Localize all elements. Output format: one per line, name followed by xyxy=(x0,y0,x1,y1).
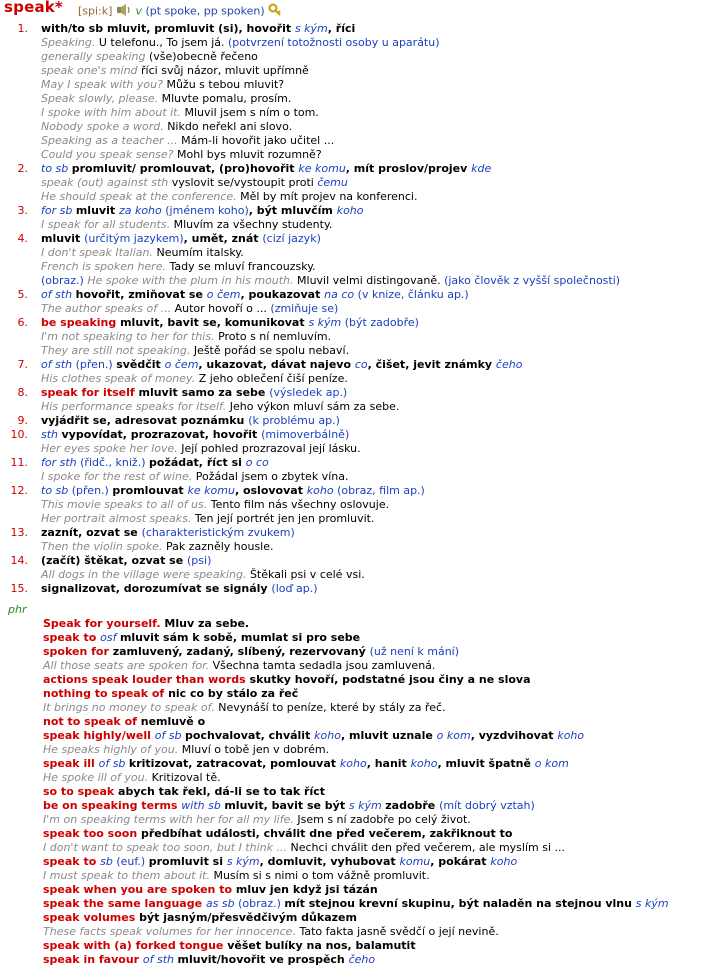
sense-example xyxy=(41,92,291,106)
translation-text: (vše)obecně řečeno xyxy=(148,50,258,63)
definition-text: s kým xyxy=(226,855,260,868)
sense-example xyxy=(41,498,389,512)
definition-text: koho xyxy=(557,729,585,742)
example-text: Nobody spoke a word. xyxy=(41,120,168,133)
definition-text: speak for itself xyxy=(41,386,139,399)
definition-text: mít stejnou krevní skupinu, být naladěn na stejnou vlnu xyxy=(284,897,636,910)
definition-text: (psi) xyxy=(187,554,212,567)
definition-text: hovořit, zmiňovat se xyxy=(75,288,207,301)
translation-text: Nevynáší to peníze, které by stály za řeč. xyxy=(218,701,446,714)
definition-text: speak in favour xyxy=(43,953,143,966)
definition-text: of sb xyxy=(98,757,129,770)
definition-text: of sth xyxy=(41,288,76,301)
definition-text: svědčit xyxy=(116,358,165,371)
definition-text: (přen.) xyxy=(71,484,113,497)
example-text: I don't want to speak too soon, but I think ... xyxy=(43,841,291,854)
part-of-speech: v xyxy=(135,4,142,18)
sense-number: 15. xyxy=(10,582,28,595)
sense-number: 2. xyxy=(17,162,28,175)
definition-text: ke komu xyxy=(187,484,235,497)
sense-example xyxy=(41,36,440,50)
sense-definition xyxy=(41,414,340,428)
translation-text: Můžu s tebou mluvit? xyxy=(166,78,285,91)
definition-text: (loď ap.) xyxy=(271,582,318,595)
sense-number: 13. xyxy=(10,526,28,539)
phrase-line xyxy=(43,659,435,673)
definition-text: (mít dobrý vztah) xyxy=(439,799,535,812)
translation-text: Její pohled prozrazoval její lásku. xyxy=(181,442,361,455)
definition-text: mluvit xyxy=(41,232,85,245)
definition-text: mluvit, bavit se, komunikovat xyxy=(120,316,309,329)
definition-text: mluvit sám k sobě, mumlat si pro sebe xyxy=(119,631,361,644)
definition-text: of sth xyxy=(41,358,76,371)
phrase-line xyxy=(43,827,512,841)
definition-text: , poukazovat xyxy=(240,288,325,301)
translation-text: Ten její portrét jen jen promluvit. xyxy=(194,512,375,525)
definition-text: of sb xyxy=(154,729,186,742)
sense-example xyxy=(41,190,417,204)
example-text: Speak slowly, please. xyxy=(41,92,162,105)
example-text: Could you speak sense? xyxy=(41,148,178,161)
definition-text: of sth xyxy=(142,953,178,966)
definition-text: not to speak of xyxy=(43,715,141,728)
definition-text: (být zadobře) xyxy=(344,316,419,329)
sense-number: 3. xyxy=(17,204,28,217)
phrase-line xyxy=(43,841,565,855)
definition-text: for sb xyxy=(41,204,76,217)
definition-text: (obraz.) xyxy=(41,274,88,287)
definition-text: skutky hovoří, podstatné jsou činy a ne slova xyxy=(249,673,531,686)
example-text: He should speak at the conference. xyxy=(41,190,241,203)
definition-text: komu xyxy=(399,855,431,868)
sense-number: 8. xyxy=(17,386,28,399)
sense-example xyxy=(41,134,334,148)
definition-text: o kom xyxy=(534,757,569,770)
definition-text: , umět, znát xyxy=(183,232,263,245)
sense-definition xyxy=(41,204,364,218)
definition-text: spoken for xyxy=(43,645,113,658)
definition-text: speak highly/well xyxy=(43,729,155,742)
phrase-line xyxy=(43,617,249,631)
definition-text: , být mluvčím xyxy=(248,204,337,217)
definition-text: koho xyxy=(410,757,438,770)
definition-text: , hanit xyxy=(366,757,411,770)
phrase-line xyxy=(43,743,329,757)
example-text: I spoke with him about it. xyxy=(41,106,185,119)
sense-example xyxy=(41,106,319,120)
definition-text: (řidč., kniž.) xyxy=(80,456,149,469)
definition-text: , vyzdvihovat xyxy=(470,729,558,742)
translation-text: Neumím italsky. xyxy=(156,246,244,259)
phrase-line xyxy=(43,925,499,939)
translation-text: Mluvil jsem s ním o tom. xyxy=(184,106,319,119)
sense-example xyxy=(41,344,349,358)
sense-number: 5. xyxy=(17,288,28,301)
phrases-label: phr xyxy=(8,603,27,616)
definition-text: speak too soon xyxy=(43,827,141,840)
definition-text: (euf.) xyxy=(116,855,149,868)
translation-text: Mluvte pomalu, prosím. xyxy=(161,92,292,105)
translation-text: Tato fakta jasně svědčí o její nevině. xyxy=(299,925,499,938)
sense-example xyxy=(41,64,309,78)
example-text: These facts speak volumes for her innocence. xyxy=(43,925,300,938)
translation-text: Jeho výkon mluví sám za sebe. xyxy=(229,400,400,413)
definition-text: so to speak xyxy=(43,785,119,798)
definition-text: koho xyxy=(339,757,367,770)
sense-example xyxy=(41,330,331,344)
sense-example xyxy=(41,400,399,414)
definition-text: zaznít, ozvat se xyxy=(41,526,142,539)
definition-text: s kým xyxy=(294,22,328,35)
example-text: The author speaks of ... xyxy=(41,302,175,315)
sense-example xyxy=(41,568,365,582)
definition-text: za koho xyxy=(118,204,166,217)
translation-text: vyslovit se/vystoupit proti xyxy=(171,176,318,189)
sense-number: 6. xyxy=(17,316,28,329)
definition-text: (jménem koho) xyxy=(165,204,249,217)
sense-definition xyxy=(41,232,321,246)
translation-text: Tady se mluví francouzsky. xyxy=(169,260,316,273)
example-text: May I speak with you? xyxy=(41,78,167,91)
translation-text: Mám-li hovořit jako učitel ... xyxy=(181,134,335,147)
definition-text: mluvit samo za sebe xyxy=(138,386,270,399)
translation-text: Mluvil velmi distingovaně. xyxy=(297,274,445,287)
sense-definition xyxy=(41,456,269,470)
definition-text: , ukazovat, dávat najevo xyxy=(198,358,355,371)
verb-forms: (pt spoke, pp spoken) xyxy=(145,4,265,18)
definition-text: koho xyxy=(306,484,338,497)
definition-text: pochvalovat, chválit xyxy=(185,729,315,742)
sense-definition xyxy=(41,428,349,442)
definition-text: o čem xyxy=(164,358,199,371)
translation-text: říci svůj názor, mluvit upřímně xyxy=(141,64,309,77)
definition-text: (mimoverbálně) xyxy=(261,428,350,441)
definition-text: (přen.) xyxy=(75,358,117,371)
example-text: I'm not speaking to her for this. xyxy=(41,330,219,343)
definition-text: čemu xyxy=(317,176,348,189)
definition-text: (zmiňuje se) xyxy=(270,302,339,315)
definition-text: o čem xyxy=(206,288,241,301)
sense-example xyxy=(41,302,338,316)
phrase-line xyxy=(43,799,535,813)
example-text: He spoke with the plum in his mouth. xyxy=(87,274,298,287)
definition-text: promluvit/ promlouvat, (pro)hovořit xyxy=(71,162,299,175)
phrase-line xyxy=(43,953,375,967)
sense-definition xyxy=(41,162,491,176)
definition-text: nothing to speak of xyxy=(43,687,169,700)
example-text: I don't speak Italian. xyxy=(41,246,157,259)
definition-text: vypovídat, prozrazovat, hovořit xyxy=(61,428,262,441)
definition-text: promlouvat xyxy=(112,484,188,497)
definition-text: zamluvený, zadaný, slíbený, rezervovaný xyxy=(112,645,370,658)
definition-text: s kým xyxy=(308,316,345,329)
definition-text: for sth xyxy=(41,456,81,469)
phrase-line xyxy=(43,631,360,645)
translation-text: Požádal jsem o zbytek vína. xyxy=(195,470,349,483)
sense-example xyxy=(41,176,348,190)
key-icon[interactable] xyxy=(268,3,282,20)
definition-text: osf xyxy=(100,631,120,644)
definition-text: kde xyxy=(471,162,492,175)
phrase-line xyxy=(43,701,446,715)
definition-text: , mluvit špatně xyxy=(437,757,535,770)
sense-number: 10. xyxy=(10,428,28,441)
definition-text: be speaking xyxy=(41,316,121,329)
sense-example xyxy=(41,148,322,162)
entry-header xyxy=(78,3,282,20)
phrase-line xyxy=(43,729,584,743)
definition-text: čeho xyxy=(495,358,523,371)
definition-text: , oslovovat xyxy=(234,484,307,497)
definition-text: as sb xyxy=(205,897,239,910)
definition-text: actions speak louder than words xyxy=(43,673,250,686)
example-text: Her eyes spoke her love. xyxy=(41,442,182,455)
definition-text: (už není k mání) xyxy=(369,645,460,658)
phrase-line xyxy=(43,715,205,729)
definition-text: koho xyxy=(336,204,364,217)
definition-text: (určitým jazykem) xyxy=(84,232,184,245)
phrase-line xyxy=(43,869,430,883)
example-text: All those seats are spoken for. xyxy=(43,659,213,672)
translation-text: Kritizoval tě. xyxy=(151,771,221,784)
sense-definition xyxy=(41,484,425,498)
phrase-line xyxy=(43,771,221,785)
definition-text: speak ill xyxy=(43,757,99,770)
sense-example xyxy=(41,78,284,92)
definition-text: ke komu xyxy=(298,162,346,175)
translation-text: Nikdo neřekl ani slovo. xyxy=(167,120,293,133)
sense-example xyxy=(41,260,316,274)
definition-text: Mluv za sebe. xyxy=(164,617,250,630)
example-text: French is spoken here. xyxy=(41,260,170,273)
definition-text: promluvit si xyxy=(148,855,227,868)
definition-text: čeho xyxy=(348,953,376,966)
sense-number: 11. xyxy=(10,456,28,469)
sense-example xyxy=(41,274,620,288)
definition-text: zadobře xyxy=(385,799,440,812)
definition-text: (obraz, film ap.) xyxy=(337,484,425,497)
definition-text: (výsledek ap.) xyxy=(269,386,348,399)
example-text: They are still not speaking. xyxy=(41,344,194,357)
translation-text: Mluví o tobě jen v dobrém. xyxy=(181,743,330,756)
definition-text: (potvrzení totožnosti osoby u aparátu) xyxy=(227,36,440,49)
definition-text: být jasným/přesvědčivým důkazem xyxy=(139,911,357,924)
translation-text: Všechna tamta sedadla jsou zamluvená. xyxy=(212,659,436,672)
definition-text: na co xyxy=(324,288,358,301)
definition-text: mluvit, promluvit (si), hovořit xyxy=(106,22,295,35)
example-text: This movie speaks to all of us. xyxy=(41,498,211,511)
definition-text: to sb xyxy=(41,162,72,175)
sense-definition xyxy=(41,526,295,540)
definition-text: speak with (a) forked tongue xyxy=(43,939,228,952)
sense-number: 9. xyxy=(17,414,28,427)
definition-text: , domluvit, vyhubovat xyxy=(259,855,400,868)
definition-text: co xyxy=(354,358,368,371)
sense-definition xyxy=(41,386,347,400)
sense-number: 1. xyxy=(17,22,28,35)
definition-text: sth xyxy=(41,428,62,441)
definition-text: sb xyxy=(100,855,117,868)
definition-text: (obraz.) xyxy=(238,897,285,910)
translation-text: Tento film nás všechny oslovuje. xyxy=(210,498,390,511)
definition-text: o co xyxy=(245,456,269,469)
pronunciation: [spi:k] xyxy=(78,4,113,18)
example-text: All dogs in the village were speaking. xyxy=(41,568,250,581)
definition-text: abych tak řekl, dá-li se to tak říct xyxy=(118,785,326,798)
phrase-line xyxy=(43,939,416,953)
definition-text: (začít) štěkat, ozvat se xyxy=(41,554,188,567)
translation-text: Pak zazněly housle. xyxy=(165,540,274,553)
example-text: speak one's mind xyxy=(41,64,142,77)
example-text: I'm on speaking terms with her for all my life. xyxy=(43,813,298,826)
sense-definition xyxy=(41,22,355,36)
translation-text: Mluvím za všechny studenty. xyxy=(173,218,333,231)
sense-number: 7. xyxy=(17,358,28,371)
definition-text: koho xyxy=(314,729,341,742)
example-text: Speaking as a teacher ... xyxy=(41,134,182,147)
definition-text: with/to sb xyxy=(41,22,107,35)
definition-text: , čišet, jevit známky xyxy=(367,358,496,371)
sense-example xyxy=(41,218,332,232)
definition-text: s kým xyxy=(635,897,669,910)
definition-text: nemluvě o xyxy=(140,715,206,728)
example-text: Speaking. xyxy=(41,36,99,49)
definition-text: kritizovat, zatracovat, pomlouvat xyxy=(128,757,340,770)
definition-text: (charakteristickým zvukem) xyxy=(141,526,295,539)
phrase-line xyxy=(43,883,378,897)
definition-text: požádat, říct si xyxy=(149,456,246,469)
definition-text: Speak for yourself. xyxy=(43,617,165,630)
phrase-line xyxy=(43,645,459,659)
example-text: I spoke for the rest of wine. xyxy=(41,470,196,483)
example-text: generally speaking xyxy=(41,50,149,63)
translation-text: Z jeho oblečení čiší peníze. xyxy=(198,372,348,385)
speaker-icon[interactable] xyxy=(116,3,132,20)
definition-text: speak to xyxy=(43,855,101,868)
definition-text: to sb xyxy=(41,484,72,497)
phrase-line xyxy=(43,855,517,869)
definition-text: speak when you are spoken to xyxy=(43,883,236,896)
translation-text: Štěkali psi v celé vsi. xyxy=(249,568,365,581)
phrase-line xyxy=(43,911,357,925)
definition-text: signalizovat, dorozumívat se signály xyxy=(41,582,272,595)
definition-text: koho xyxy=(490,855,518,868)
definition-text: vyjádřit se, adresovat poznámku xyxy=(41,414,249,427)
example-text: His performance speaks for itself. xyxy=(41,400,230,413)
definition-text: , mít proslov/projev xyxy=(345,162,472,175)
example-text: I speak for all students. xyxy=(41,218,174,231)
example-text: He speaks highly of you. xyxy=(43,743,182,756)
sense-definition xyxy=(41,288,469,302)
definition-text: o kom xyxy=(436,729,471,742)
sense-example xyxy=(41,470,348,484)
translation-text: Autor hovoří o ... xyxy=(174,302,271,315)
sense-number: 14. xyxy=(10,554,28,567)
translation-text: Proto s ní nemluvím. xyxy=(218,330,332,343)
sense-definition xyxy=(41,582,318,596)
example-text: I must speak to them about it. xyxy=(43,869,214,882)
definition-text: (jako člověk z vyšší společnosti) xyxy=(444,274,621,287)
example-text: Then the violin spoke. xyxy=(41,540,166,553)
example-text: It brings no money to speak of. xyxy=(43,701,219,714)
sense-number: 12. xyxy=(10,484,28,497)
translation-text: Mohl bys mluvit rozumně? xyxy=(177,148,322,161)
definition-text: předbíhat události, chválit dne před večerem, zakřiknout to xyxy=(140,827,513,840)
definition-text: mluv jen když jsi tázán xyxy=(235,883,378,896)
definition-text: , pokárat xyxy=(430,855,491,868)
definition-text: speak to xyxy=(43,631,101,644)
definition-text: , říci xyxy=(327,22,356,35)
sense-example xyxy=(41,372,348,386)
definition-text: speak the same language xyxy=(43,897,206,910)
definition-text: speak volumes xyxy=(43,911,140,924)
definition-text: mluvit/hovořit ve prospěch xyxy=(177,953,349,966)
example-text: Her portrait almost speaks. xyxy=(41,512,195,525)
definition-text: s kým xyxy=(348,799,386,812)
definition-text: (cizí jazyk) xyxy=(262,232,321,245)
sense-number: 4. xyxy=(17,232,28,245)
translation-text: Musím si s nimi o tom vážně promluvit. xyxy=(213,869,430,882)
sense-example xyxy=(41,120,292,134)
headword: speak* xyxy=(4,0,63,16)
phrase-line xyxy=(43,897,669,911)
phrase-line xyxy=(43,673,531,687)
definition-text: mluvit, bavit se být xyxy=(224,799,349,812)
definition-text: be on speaking terms xyxy=(43,799,182,812)
sense-example xyxy=(41,442,361,456)
translation-text: U telefonu., To jsem já. xyxy=(98,36,228,49)
example-text: He spoke ill of you. xyxy=(43,771,152,784)
translation-text: Jsem s ní zadobře po celý život. xyxy=(297,813,471,826)
translation-text: Ještě pořád se spolu nebaví. xyxy=(193,344,350,357)
definition-text: with sb xyxy=(181,799,225,812)
phrase-line xyxy=(43,785,325,799)
sense-definition xyxy=(41,316,419,330)
translation-text: Nechci chválit den před večerem, ale myslím si ... xyxy=(290,841,566,854)
definition-text: , mluvit uznale xyxy=(340,729,437,742)
phrase-line xyxy=(43,813,471,827)
sense-example xyxy=(41,50,258,64)
definition-text: mluvit xyxy=(75,204,119,217)
sense-definition xyxy=(41,358,522,372)
definition-text: (v knize, článku ap.) xyxy=(357,288,469,301)
definition-text: nic co by stálo za řeč xyxy=(168,687,299,700)
sense-example xyxy=(41,512,374,526)
definition-text: věšet bulíky na nos, balamutit xyxy=(227,939,416,952)
definition-text: (k problému ap.) xyxy=(248,414,340,427)
phrase-line xyxy=(43,757,569,771)
sense-definition xyxy=(41,554,211,568)
sense-example xyxy=(41,540,274,554)
example-text: speak (out) against sth xyxy=(41,176,172,189)
translation-text: Měl by mít projev na konferenci. xyxy=(240,190,418,203)
phrase-line xyxy=(43,687,298,701)
example-text: His clothes speak of money. xyxy=(41,372,199,385)
sense-example xyxy=(41,246,244,260)
